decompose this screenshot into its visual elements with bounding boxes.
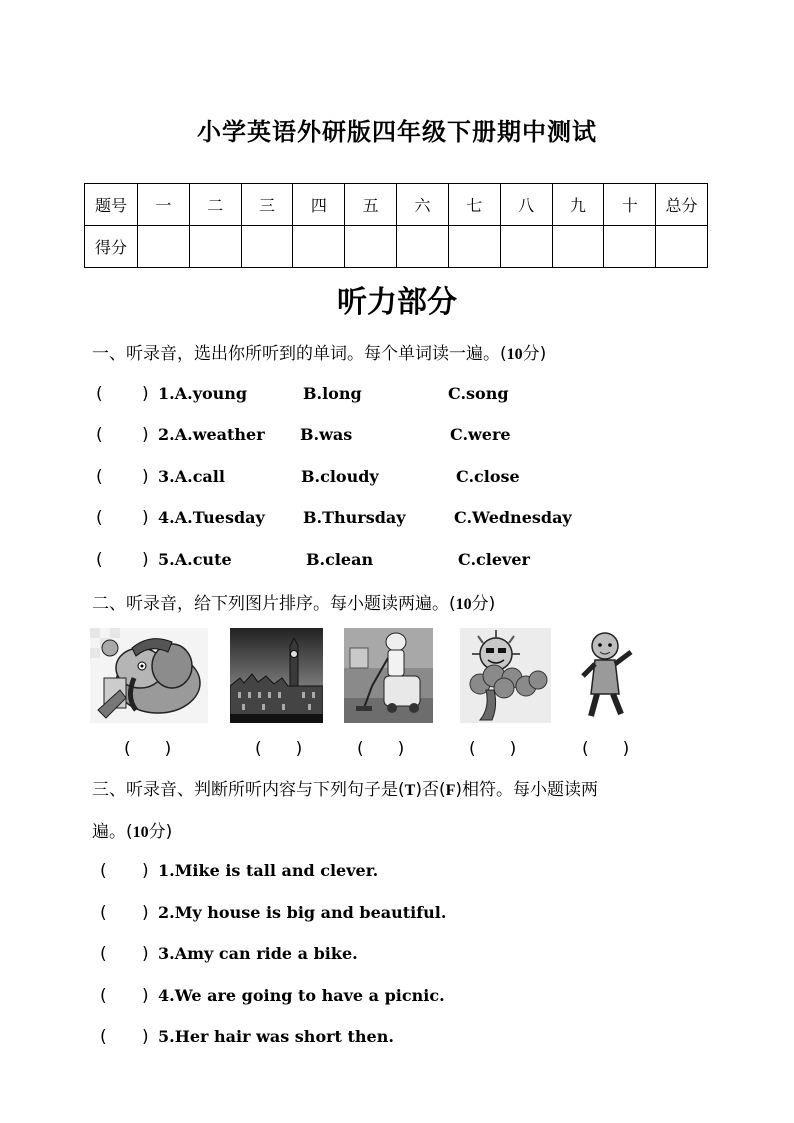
sun-and-tree-image: [460, 628, 551, 723]
elephant-cartoon-image: [90, 628, 208, 723]
answer-open-paren[interactable]: (: [100, 944, 107, 964]
answer-close-paren: ): [142, 425, 149, 445]
picture-order-blank[interactable]: ( ): [357, 739, 405, 759]
part2-points-suffix: 分): [471, 594, 496, 614]
score-table-col: 八: [500, 184, 552, 226]
part1-heading-text: 一、听录音，选出你所听到的单词。每个单词读一遍。(: [92, 344, 507, 364]
picture-order-blank[interactable]: ( ): [469, 739, 517, 759]
part1-points-suffix: 分): [522, 344, 547, 364]
score-table-col: 二: [189, 184, 241, 226]
score-cell[interactable]: [604, 226, 656, 268]
score-table-col: 九: [552, 184, 604, 226]
part3-heading-text: )否(: [415, 780, 446, 800]
option-c: C.were: [450, 425, 511, 444]
part2-heading: [92, 589, 495, 614]
option-c: C.Wednesday: [454, 508, 572, 527]
answer-close-paren: ): [142, 467, 149, 487]
robot-vacuum-image: [344, 628, 433, 723]
answer-close-paren: ): [142, 550, 149, 570]
answer-close-paren: ): [142, 861, 149, 881]
option-b: B.clean: [306, 550, 374, 569]
answer-open-paren[interactable]: (: [96, 508, 103, 528]
score-cell[interactable]: [500, 226, 552, 268]
answer-open-paren[interactable]: (: [96, 467, 103, 487]
picture-order-blank[interactable]: ( ): [582, 739, 630, 759]
judgment-sentence: 2.My house is big and beautiful.: [158, 903, 447, 922]
answer-close-paren: ): [142, 508, 149, 528]
judgment-sentence: 5.Her hair was short then.: [158, 1027, 394, 1046]
answer-close-paren: ): [142, 903, 149, 923]
score-table: [84, 183, 708, 268]
score-table-col: 六: [397, 184, 449, 226]
score-cell[interactable]: [656, 226, 708, 268]
part3-points: 10: [132, 824, 149, 841]
part2-points: 10: [455, 596, 472, 613]
false-marker: F: [445, 782, 456, 799]
option-a: 3.A.call: [158, 467, 225, 486]
score-cell[interactable]: [345, 226, 397, 268]
score-cell[interactable]: [241, 226, 293, 268]
option-a: 4.A.Tuesday: [158, 508, 265, 527]
judgment-sentence: 4.We are going to have a picnic.: [158, 986, 445, 1005]
score-table-col: 四: [293, 184, 345, 226]
answer-close-paren: ): [142, 944, 149, 964]
score-table-label: 题号: [85, 184, 138, 226]
score-table-col: 五: [345, 184, 397, 226]
big-ben-palace-image: [230, 628, 323, 723]
picture-order-blank[interactable]: ( ): [255, 739, 303, 759]
judgment-sentence: 1.Mike is tall and clever.: [158, 861, 379, 880]
score-cell[interactable]: [448, 226, 500, 268]
baby-cartoon-image: [577, 628, 641, 723]
option-c: C.close: [456, 467, 520, 486]
section-title: 听力部分: [337, 285, 457, 320]
score-table-score-row: [85, 226, 708, 268]
score-cell[interactable]: [293, 226, 345, 268]
picture-order-blank[interactable]: ( ): [124, 739, 172, 759]
answer-close-paren: ): [142, 986, 149, 1006]
answer-open-paren[interactable]: (: [96, 550, 103, 570]
score-cell[interactable]: [552, 226, 604, 268]
score-table-col: 十: [604, 184, 656, 226]
true-marker: T: [404, 782, 416, 799]
answer-open-paren[interactable]: (: [100, 861, 107, 881]
option-b: B.Thursday: [303, 508, 406, 527]
option-b: B.was: [300, 425, 353, 444]
part1-heading: [92, 339, 546, 364]
score-cell[interactable]: [397, 226, 449, 268]
answer-open-paren[interactable]: (: [96, 425, 103, 445]
score-cell[interactable]: [138, 226, 190, 268]
part3-heading-text: 遍。(: [92, 822, 133, 842]
part3-heading-text: 三、听录音、判断所听内容与下列句子是(: [92, 780, 405, 800]
answer-close-paren: ): [142, 1027, 149, 1047]
option-c: C.clever: [458, 550, 530, 569]
answer-open-paren[interactable]: (: [100, 986, 107, 1006]
score-table-label: 得分: [85, 226, 138, 268]
page-title: 小学英语外研版四年级下册期中测试: [197, 118, 597, 146]
answer-open-paren[interactable]: (: [96, 384, 103, 404]
part3-heading: [92, 775, 598, 800]
part3-heading-text: )相符。每小题读两: [455, 780, 598, 800]
judgment-sentence: 3.Amy can ride a bike.: [158, 944, 358, 963]
part3-points-suffix: 分): [148, 822, 173, 842]
score-table-col: 七: [448, 184, 500, 226]
option-a: 1.A.young: [158, 384, 248, 403]
answer-open-paren[interactable]: (: [100, 903, 107, 923]
option-c: C.song: [448, 384, 509, 403]
option-a: 5.A.cute: [158, 550, 232, 569]
score-table-col: 总分: [656, 184, 708, 226]
option-a: 2.A.weather: [158, 425, 265, 444]
score-table-col: 一: [138, 184, 190, 226]
part1-points: 10: [506, 346, 523, 363]
part3-heading-line2: [92, 817, 172, 842]
score-table-header-row: [85, 184, 708, 226]
answer-close-paren: ): [142, 384, 149, 404]
option-b: B.cloudy: [301, 467, 379, 486]
score-table-col: 三: [241, 184, 293, 226]
score-cell[interactable]: [189, 226, 241, 268]
part2-heading-text: 二、听录音，给下列图片排序。每小题读两遍。(: [92, 594, 456, 614]
option-b: B.long: [303, 384, 362, 403]
answer-open-paren[interactable]: (: [100, 1027, 107, 1047]
